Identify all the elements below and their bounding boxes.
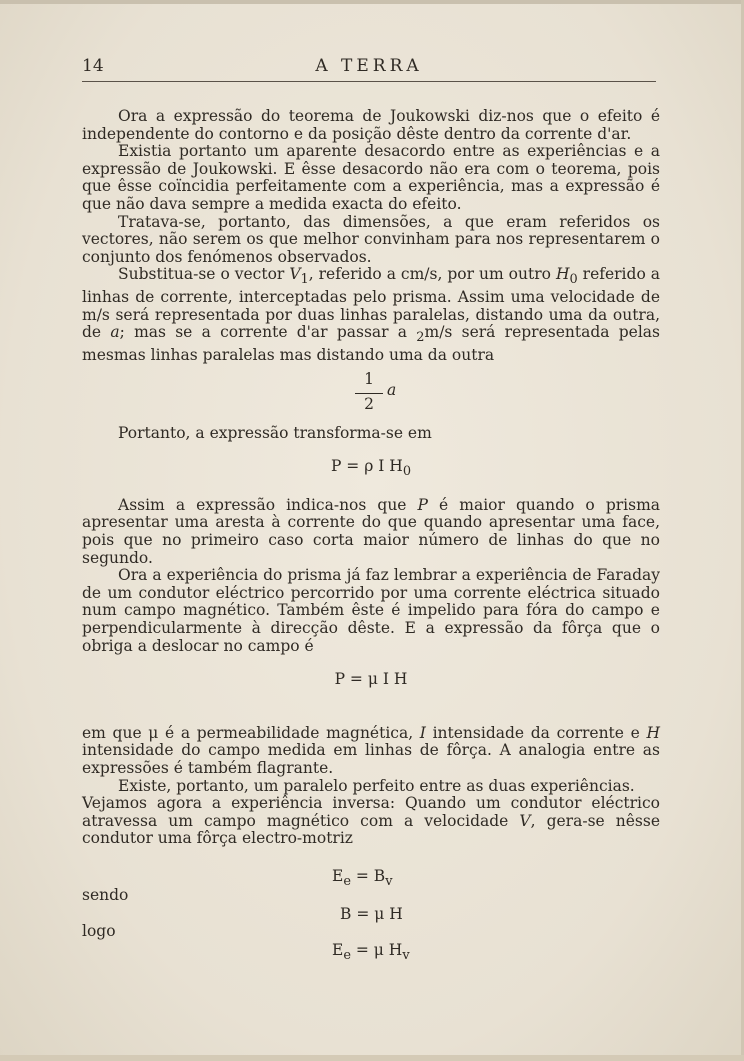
fraction-denominator: 2 (364, 394, 374, 413)
paragraph: Existe, portanto, um paralelo perfeito entre as duas experiências. (118, 776, 635, 795)
page-number: 14 (82, 56, 104, 76)
fraction-variable: a (387, 380, 397, 399)
paragraph: Tratava-se, portanto, das dimensões, a que eram referidos os vectores, não serem os que melhor convinham para nos representarem o conjunto dos fenómenos observados. (82, 212, 660, 266)
page-edge-top (0, 0, 744, 4)
paragraph: Assim a expressão indica-nos que P é maior quando o prisma apresentar uma aresta à corrente do que quando apresentar uma face, pois que no primeiro caso corta maior número de linhas do que no segundo. (82, 495, 661, 567)
running-title: A TERRA (315, 56, 423, 76)
equation-e-b: $E_e = B_v$ (332, 866, 393, 889)
paragraph: Portanto, a expressão transforma-se em (118, 423, 432, 442)
equation-e-mu-h: $E_e = \mu$ $H_v$ (332, 940, 410, 963)
label-sendo: sendo (82, 885, 129, 904)
paragraph: Ora a expressão do teorema de Joukowski diz-nos que o efeito é independente do contorno e da posição dêste dentro da corrente d'ar. (82, 107, 660, 143)
equation-b-mu-h: B = μ H (340, 904, 403, 923)
equation-p-rho: P = ρ I $H_0$ (330, 457, 412, 480)
page-edge-bottom (0, 1055, 744, 1061)
equation-p-mu: P = μ I H (334, 670, 408, 689)
paragraph: Existia portanto um aparente desacordo entre as experiências e a expressão de Joukowski. E êsse desacordo não era com o teorema, pois que êsse coïncidia perfeitamente com a experiência, mas a expressão é que não dava sempre a medida exacta do efeito. (82, 142, 660, 213)
header-rule (82, 81, 656, 82)
paragraph: Substitua-se o vector $V_1$, referido a cm/s, por um outro $H_0$ referido a linhas de corrente, interceptadas pelo prisma. Assim uma velocidade de m/s será representada por duas linhas paralelas, distando uma da outra, de a; mas se a corrente d'ar passar a $_2$m/s será representada pelas mesmas linhas paralelas mas distando uma da outra (82, 265, 660, 364)
body-text (82, 108, 660, 972)
fraction-numerator: 1 (364, 369, 374, 388)
final-equations (82, 862, 660, 972)
page-header (82, 56, 656, 80)
paragraph: Vejamos agora a experiência inversa: Quando um condutor eléctrico atravessa um campo magnético com a velocidade V, gera-se nêsse condutor uma fôrça electro-motriz (82, 794, 660, 848)
label-logo: logo (82, 921, 116, 940)
paragraph: em que μ é a permeabilidade magnética, I intensidade da corrente e H intensidade do campo medida em linhas de fôrça. A analogia entre as expressões é também flagrante. (82, 723, 660, 777)
paragraph: Ora a experiência do prisma já faz lembrar a experiência de Faraday de um condutor eléctrico percorrido por uma corrente eléctrica situado num campo magnético. Também êste é impelido para fóra do campo e perpendicularmente à direcção dêste. E a expressão da fôrça que o obriga a deslocar no campo é (82, 566, 660, 655)
fraction-formula (82, 365, 660, 425)
fraction-bar (355, 393, 383, 394)
